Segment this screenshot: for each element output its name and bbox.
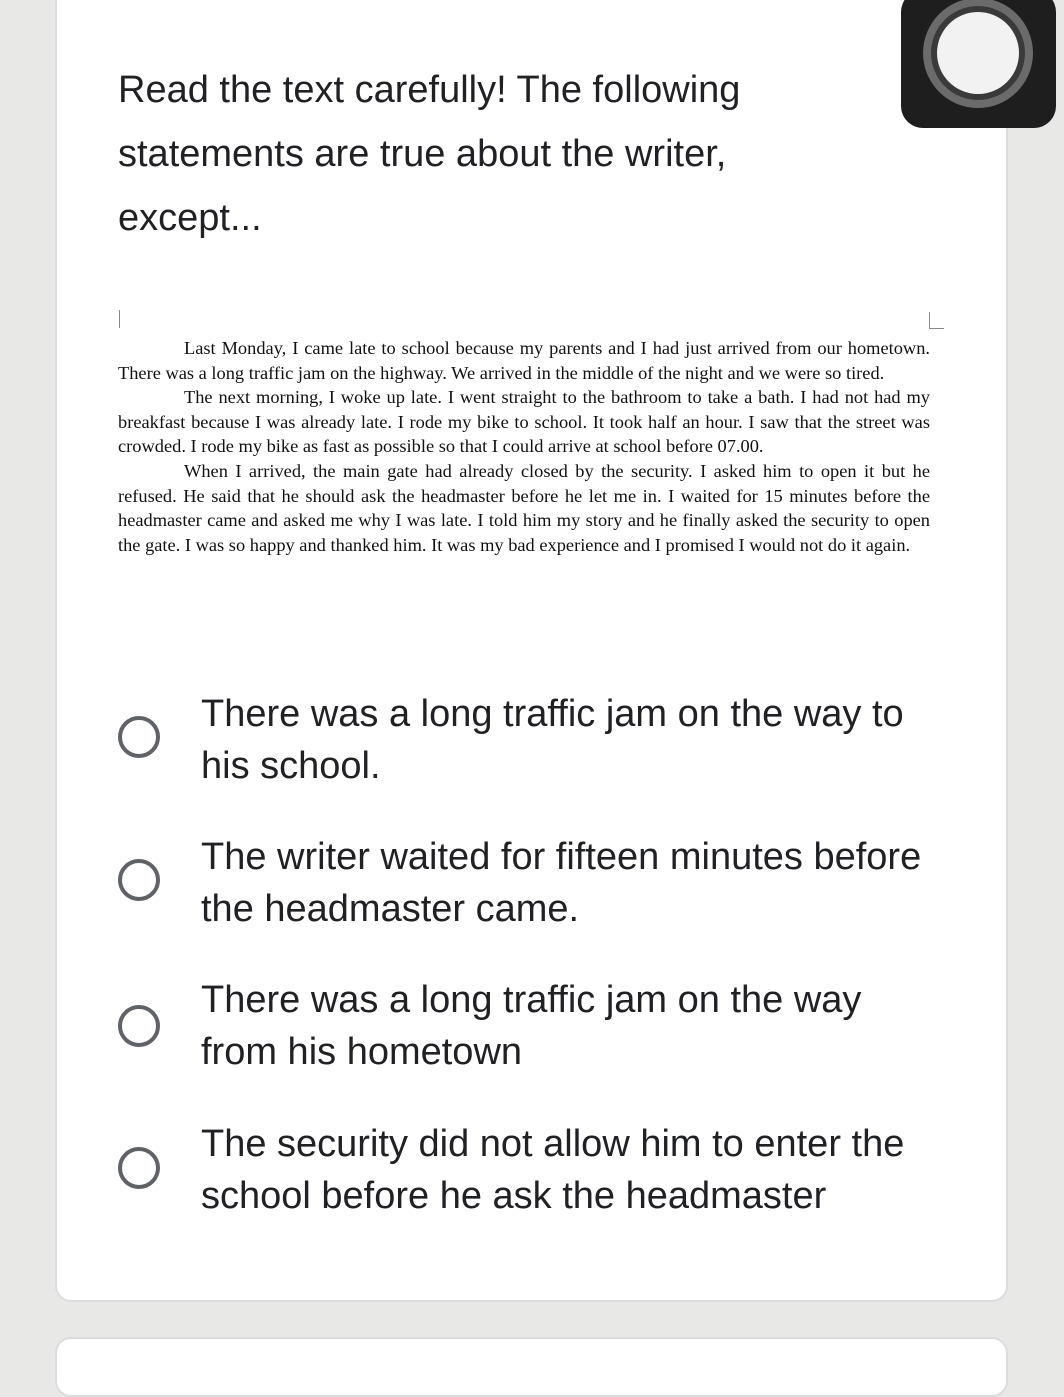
option-a[interactable] <box>118 688 938 798</box>
option-label[interactable]: The writer waited for fifteen minutes before the headmaster came. <box>201 836 922 930</box>
circle-icon <box>937 12 1019 94</box>
passage-paragraph: Last Monday, I came late to school because my parents and I had just arrived from our hometown. There was a long traffic jam on the highway. We arrived in the middle of the night and we were so tired. <box>118 338 930 383</box>
crop-mark-right <box>929 312 944 329</box>
option-label[interactable]: There was a long traffic jam on the way from his hometown <box>201 979 862 1073</box>
option-label[interactable]: The security did not allow him to enter the school before he ask the headmaster <box>201 1123 905 1217</box>
option-label[interactable]: There was a long traffic jam on the way to his school. <box>201 693 904 787</box>
next-question-card <box>55 1337 1008 1397</box>
radio-button[interactable] <box>118 1005 160 1047</box>
passage-paragraph: The next morning, I woke up late. I went straight to the bathroom to take a bath. I had not had my breakfast because I was already late. I rode my bike to school. It took half an hour. I saw that the street was crowded. I rode my bike as fast as possible so that I could arrive at school before 07.00. <box>118 387 930 457</box>
option-b[interactable] <box>118 831 938 941</box>
option-d[interactable] <box>118 1118 938 1228</box>
crop-mark-left <box>119 310 120 328</box>
radio-button[interactable] <box>118 1147 160 1189</box>
question-title: Read the text carefully! The following statements are true about the writer, except... <box>118 69 741 239</box>
radio-button[interactable] <box>118 859 160 901</box>
assist-ring <box>923 0 1033 108</box>
radio-button[interactable] <box>118 716 160 758</box>
option-c[interactable] <box>118 974 938 1084</box>
passage-paragraph: When I arrived, the main gate had already closed by the security. I asked him to open it but he refused. He said that he should ask the headmaster before he let me in. I waited for 15 minutes before the headmaster came and asked me why I was late. I told him my story and he finally asked the security to open the gate. I was so happy and thanked him. It was my bad experience and I promised I would not do it again. <box>118 460 930 555</box>
reading-passage-image <box>118 336 930 557</box>
floating-assist-button[interactable] <box>901 0 1056 128</box>
